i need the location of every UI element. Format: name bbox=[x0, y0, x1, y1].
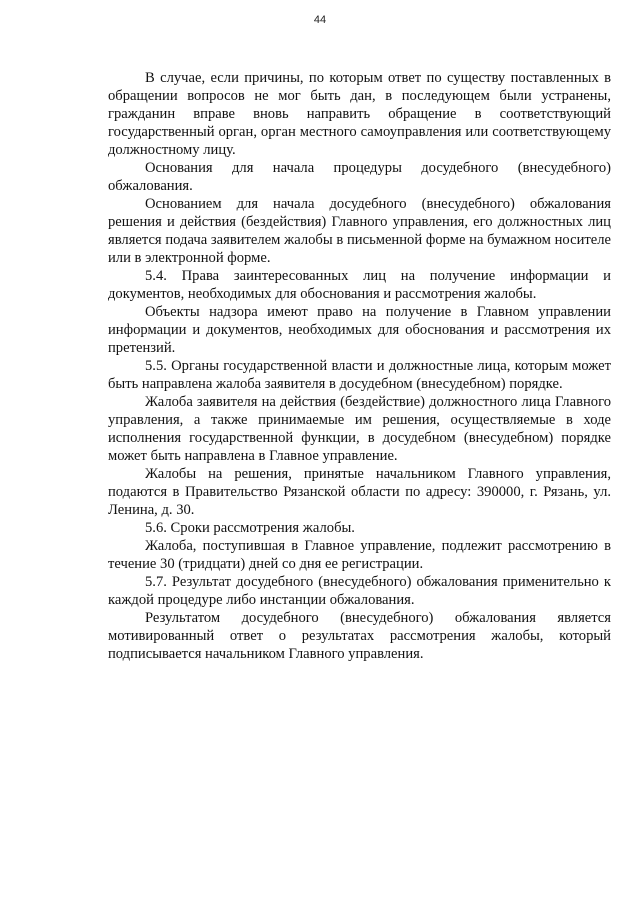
paragraph-complaint-recipient: Жалоба заявителя на действия (бездействие) должностного лица Главного управления, а также принимаемые им решения, осуществляемые в ходе исполнения государственной функции, в досудебном (внесудебном) порядке может быть направлена в Главное управление. bbox=[108, 394, 611, 464]
section-5-5-heading: 5.5. Органы государственной власти и должностные лица, которым может быть направлена жалоба заявителя в досудебном (внесудебном) порядке. bbox=[108, 358, 611, 392]
section-5-6-heading: 5.6. Сроки рассмотрения жалобы. bbox=[145, 520, 355, 536]
document-body bbox=[108, 69, 611, 663]
paragraph-appeal-result: Результатом досудебного (внесудебного) обжалования является мотивированный ответ о результатах рассмотрения жалобы, который подписывается начальником Главного управления. bbox=[108, 610, 611, 662]
paragraph-appeal-grounds-heading: Основания для начала процедуры досудебного (внесудебного) обжалования. bbox=[108, 160, 611, 194]
paragraph-government-address: Жалобы на решения, принятые начальником Главного управления, подаются в Правительство Рязанской области по адресу: 390000, г. Рязань, ул. Ленина, д. 30. bbox=[108, 466, 611, 518]
page-number: 44 bbox=[313, 14, 327, 26]
paragraph-information-rights: Объекты надзора имеют право на получение в Главном управлении информации и документов, необходимых для обоснования и рассмотрения их претензий. bbox=[108, 304, 611, 356]
paragraph-review-term: Жалоба, поступившая в Главное управление, подлежит рассмотрению в течение 30 (тридцати) дней со дня ее регистрации. bbox=[108, 538, 611, 572]
paragraph-appeal-grounds: Основанием для начала досудебного (внесудебного) обжалования решения и действия (бездействия) Главного управления, его должностных лиц является подача заявителем жалобы в письменной форме на бумажном носителе или в электронной форме. bbox=[108, 196, 611, 266]
section-5-7-heading: 5.7. Результат досудебного (внесудебного) обжалования применительно к каждой процедуре либо инстанции обжалования. bbox=[108, 574, 611, 608]
section-5-4-heading: 5.4. Права заинтересованных лиц на получение информации и документов, необходимых для обоснования и рассмотрения жалобы. bbox=[108, 268, 611, 302]
paragraph-resubmission: В случае, если причины, по которым ответ по существу поставленных в обращении вопросов не мог быть дан, в последующем были устранены, гражданин вправе вновь направить обращение в соответствующий государственный орган, орган местного самоуправления или соответствующему должностному лицу. bbox=[108, 70, 611, 158]
